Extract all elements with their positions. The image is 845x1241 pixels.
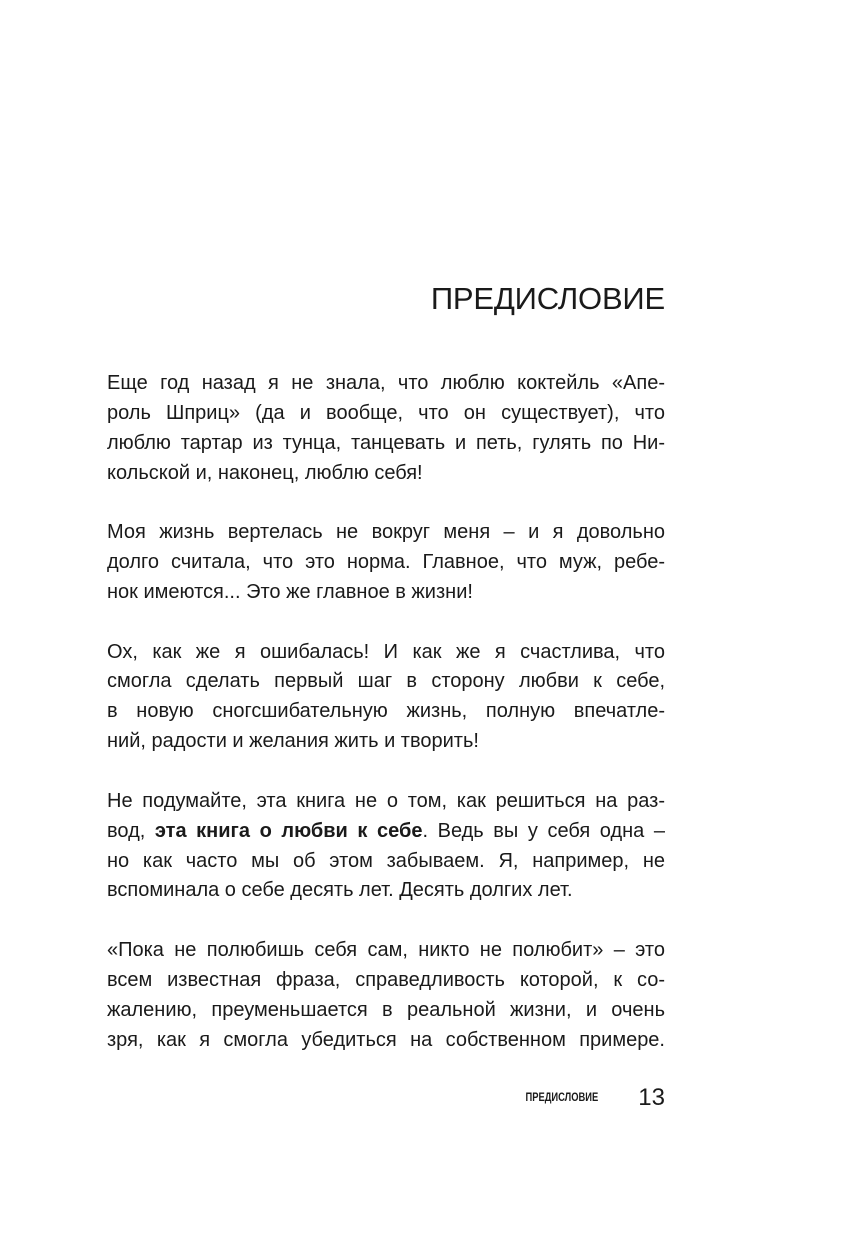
text-line: но как часто мы об этом забываем. Я, например, не [107,849,665,872]
text-line: Моя жизнь вертелась не вокруг меня – и я довольно [107,521,665,544]
paragraph-5 [107,936,665,1055]
paragraph-1 [107,369,665,488]
text-line: «Пока не полюбишь себя сам, никто не полюбит» – это [107,939,665,962]
bold-emphasis: эта книга о любви к себе [154,819,423,842]
running-head: ПРЕДИСЛОВИЕ [525,1090,598,1104]
text-line: роль Шприц» (да и вообще, что он существует), что [107,401,665,424]
text-segment: вод, [107,819,155,842]
chapter-title: ПРЕДИСЛОВИЕ [430,281,665,316]
text-line: вспоминала о себе десять лет. Десять долгих лет. [107,879,573,902]
text-line: Ох, как же я ошибалась! И как же я счастлива, что [107,640,665,663]
paragraph-4 [107,787,665,906]
text-line: зря, как я смогла убедиться на собственном примере. [107,1028,665,1051]
text-line: жалению, преуменьшается в реальной жизни, и очень [107,998,665,1021]
text-line: Еще год назад я не знала, что люблю коктейль «Апе- [107,372,665,394]
text-line: Не подумайте, эта книга не о том, как решиться на раз- [107,789,665,812]
text-line [107,817,665,847]
text-line: смогла сделать первый шаг в сторону любви к себе, [107,670,665,693]
text-line: кольской и, наконец, люблю себя! [107,461,423,484]
page-number: 13 [638,1084,665,1111]
text-segment: . Ведь вы у себя одна – [422,819,665,842]
paragraph-2 [107,518,665,608]
body-text [107,369,665,1085]
text-line: всем известная фраза, справедливость которой, к со- [107,968,665,991]
text-line: нок имеются... Это же главное в жизни! [107,580,473,603]
paragraph-3 [107,638,665,757]
text-line: в новую сногсшибательную жизнь, полную впечатле- [107,700,665,723]
text-line: люблю тартар из тунца, танцевать и петь, гулять по Ни- [107,431,665,454]
text-line: ний, радости и желания жить и творить! [107,730,479,753]
text-line: долго считала, что это норма. Главное, что муж, ребе- [107,551,665,574]
